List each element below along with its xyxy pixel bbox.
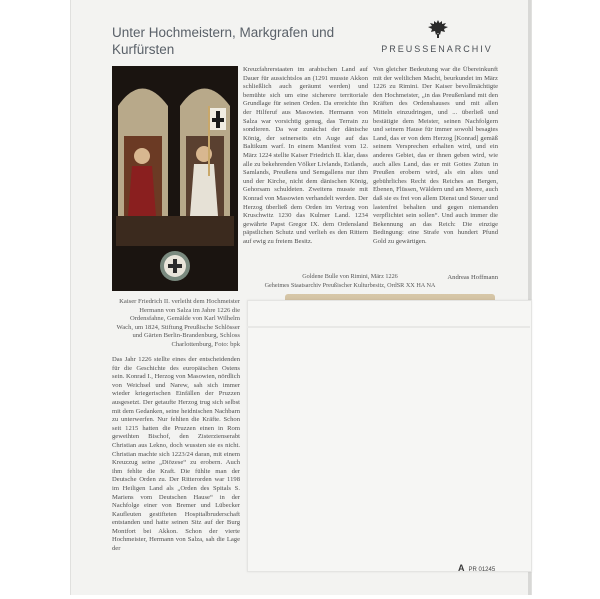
brand-wordmark: PREUSSENARCHIV <box>381 44 493 54</box>
painting-caption: Kaiser Friedrich II. verleiht dem Hochmeister Hermann von Salza im Jahre 1226 die Ordensfahne, Gemälde von Karl Wilhelm Wach, um 1824, Stiftung Preußische Schlösser und Gärten Berlin-Brandenburg, Schloss Charlottenburg, Foto: bpk <box>116 298 240 348</box>
painting-illustration <box>112 66 238 291</box>
footer-code: PR 01245 <box>468 567 496 573</box>
paper-envelope <box>247 300 532 572</box>
page-title: Unter Hochmeistern, Markgrafen und Kurfürsten <box>112 25 335 57</box>
article-author: Andreas Hoffmann <box>447 274 498 281</box>
envelope-flap-crease <box>247 326 530 328</box>
page-footer <box>458 563 495 573</box>
document-caption-line2: Geheimes Staatsarchiv Preußischer Kulturbesitz, OrdSR XX HA NA <box>264 282 436 289</box>
document-caption-line1: Goldene Bulle von Rimini, März 1226 <box>302 273 398 280</box>
footer-mark: A <box>458 563 465 573</box>
article-column-left <box>112 356 240 580</box>
preussenarchiv-logo <box>372 18 502 58</box>
article-text-left: Das Jahr 1226 stellte eines der entscheidenden für die Geschichte des europäischen Ostens sein. Konrad I., Herzog von Masowien, nördlich von Weichsel und Narew, sah sich immer wieder kriegerischen Einfällen der Pruzzen ausgesetzt. Der getaufte Herzog trug sich selbst mit dem Gedanken, seine heidnischen Nachbarn zu unterwerfen. Nur fehlten die Kräfte. Schon seit 1215 hatten die Pruzzen einen in Rom geweihten Bischof, den Zisterzienserabt Christian aus Lekno, doch wussten sie es nicht. Christian machte sich 1223/24 daran, mit einem Kreuzzug seine „Diözese“ zu erobern. Auch ihm fehlte die Kraft. Die fühlte man der Deutsche Orden zu. Der Ritterorden war 1198 im Heiligen Land als „Orden des Spitals S. Mariens vom Deutschen Hause“ in der Nachfolge einer von Bremer und Lübecker Kaufleuten gestifteten Hospitalbruderschaft entstanden und hatte seinen Sitz auf der Burg Montfort bei Akkon. Schon der vierte Hochmeister, Hermann von Salza, sah die Lage der <box>112 356 240 553</box>
article-column-right <box>373 66 498 272</box>
article-column-middle <box>243 66 368 286</box>
article-text-right: Von gleicher Bedeutung war die Übereinkunft mit der weltlichen Macht, beurkundet im März 1226 zu Rimini. Der Kaiser bevollmächtigte den Hochmeister, „in das Preußenland mit den Kräften des Ordenshauses und mit allen Mitteln einzudringen, und ... überließ und bestätigte dem Meister, seinen Nachfolgern und seinem Hause für immer sowohl besagtes Land, das er von dem Herzog [Konrad] gemäß seinem Versprechen erhalten wird, und ein anderes Gebiet, das er ihnen geben wird, wie auch alles Land, das er mit Gottes Zutun in Preußen erobern wird, als ein altes und gebührliches Recht des Reiches an Bergen, Ebenen, Flüssen, Wäldern und am Meere, auch daß sie es frei von allem Dienst und Steuer und lastenfrei behalten und gegen niemanden verpflichtet sein sollen“. Und auch immer die Bekennung an das Reich: Die einzige Bedingung: eine Strafe von hundert Pfund Gold zu gewärtigen. <box>373 66 498 245</box>
prussian-eagle-icon <box>427 18 449 40</box>
historical-painting <box>112 66 238 291</box>
article-text-middle: Kreuzfahrerstaaten im arabischen Land auf Dauer für aussichtslos an (1291 musste Akkon schließlich auch geräumt werden) und bemühte sich um eine sicherere territoriale Grundlage für seinen Orden. Da erreichte ihn der Hilferuf aus Masowien. Hermann von Salza war vorsichtig genug, das Terrain zu sondieren. Da war zunächst der dänische König, der seinerseits ein Auge auf das Baltikum warf. In einem Manifest vom 12. März 1224 stellte Kaiser Friedrich II. klar, dass alle zu bekehrenden Völker Livlands, Estlands, Samlands, Preußens und Semgallens nur ihm und der Kirche, nicht dem dänischen König, Gehorsam schuldeten. Zweitens musste mit Konrad von Masowien verhandelt werden. Der Herzog überließ dem Orden im Vertrag von Kruschwitz 1230 das Kulmer Land. 1234 gewährte Papst Gregor IX. dem Ordensland päpstlichen Schutz und verlieh es den Rittern auf ewig zu freiem Besitz. <box>243 66 368 245</box>
